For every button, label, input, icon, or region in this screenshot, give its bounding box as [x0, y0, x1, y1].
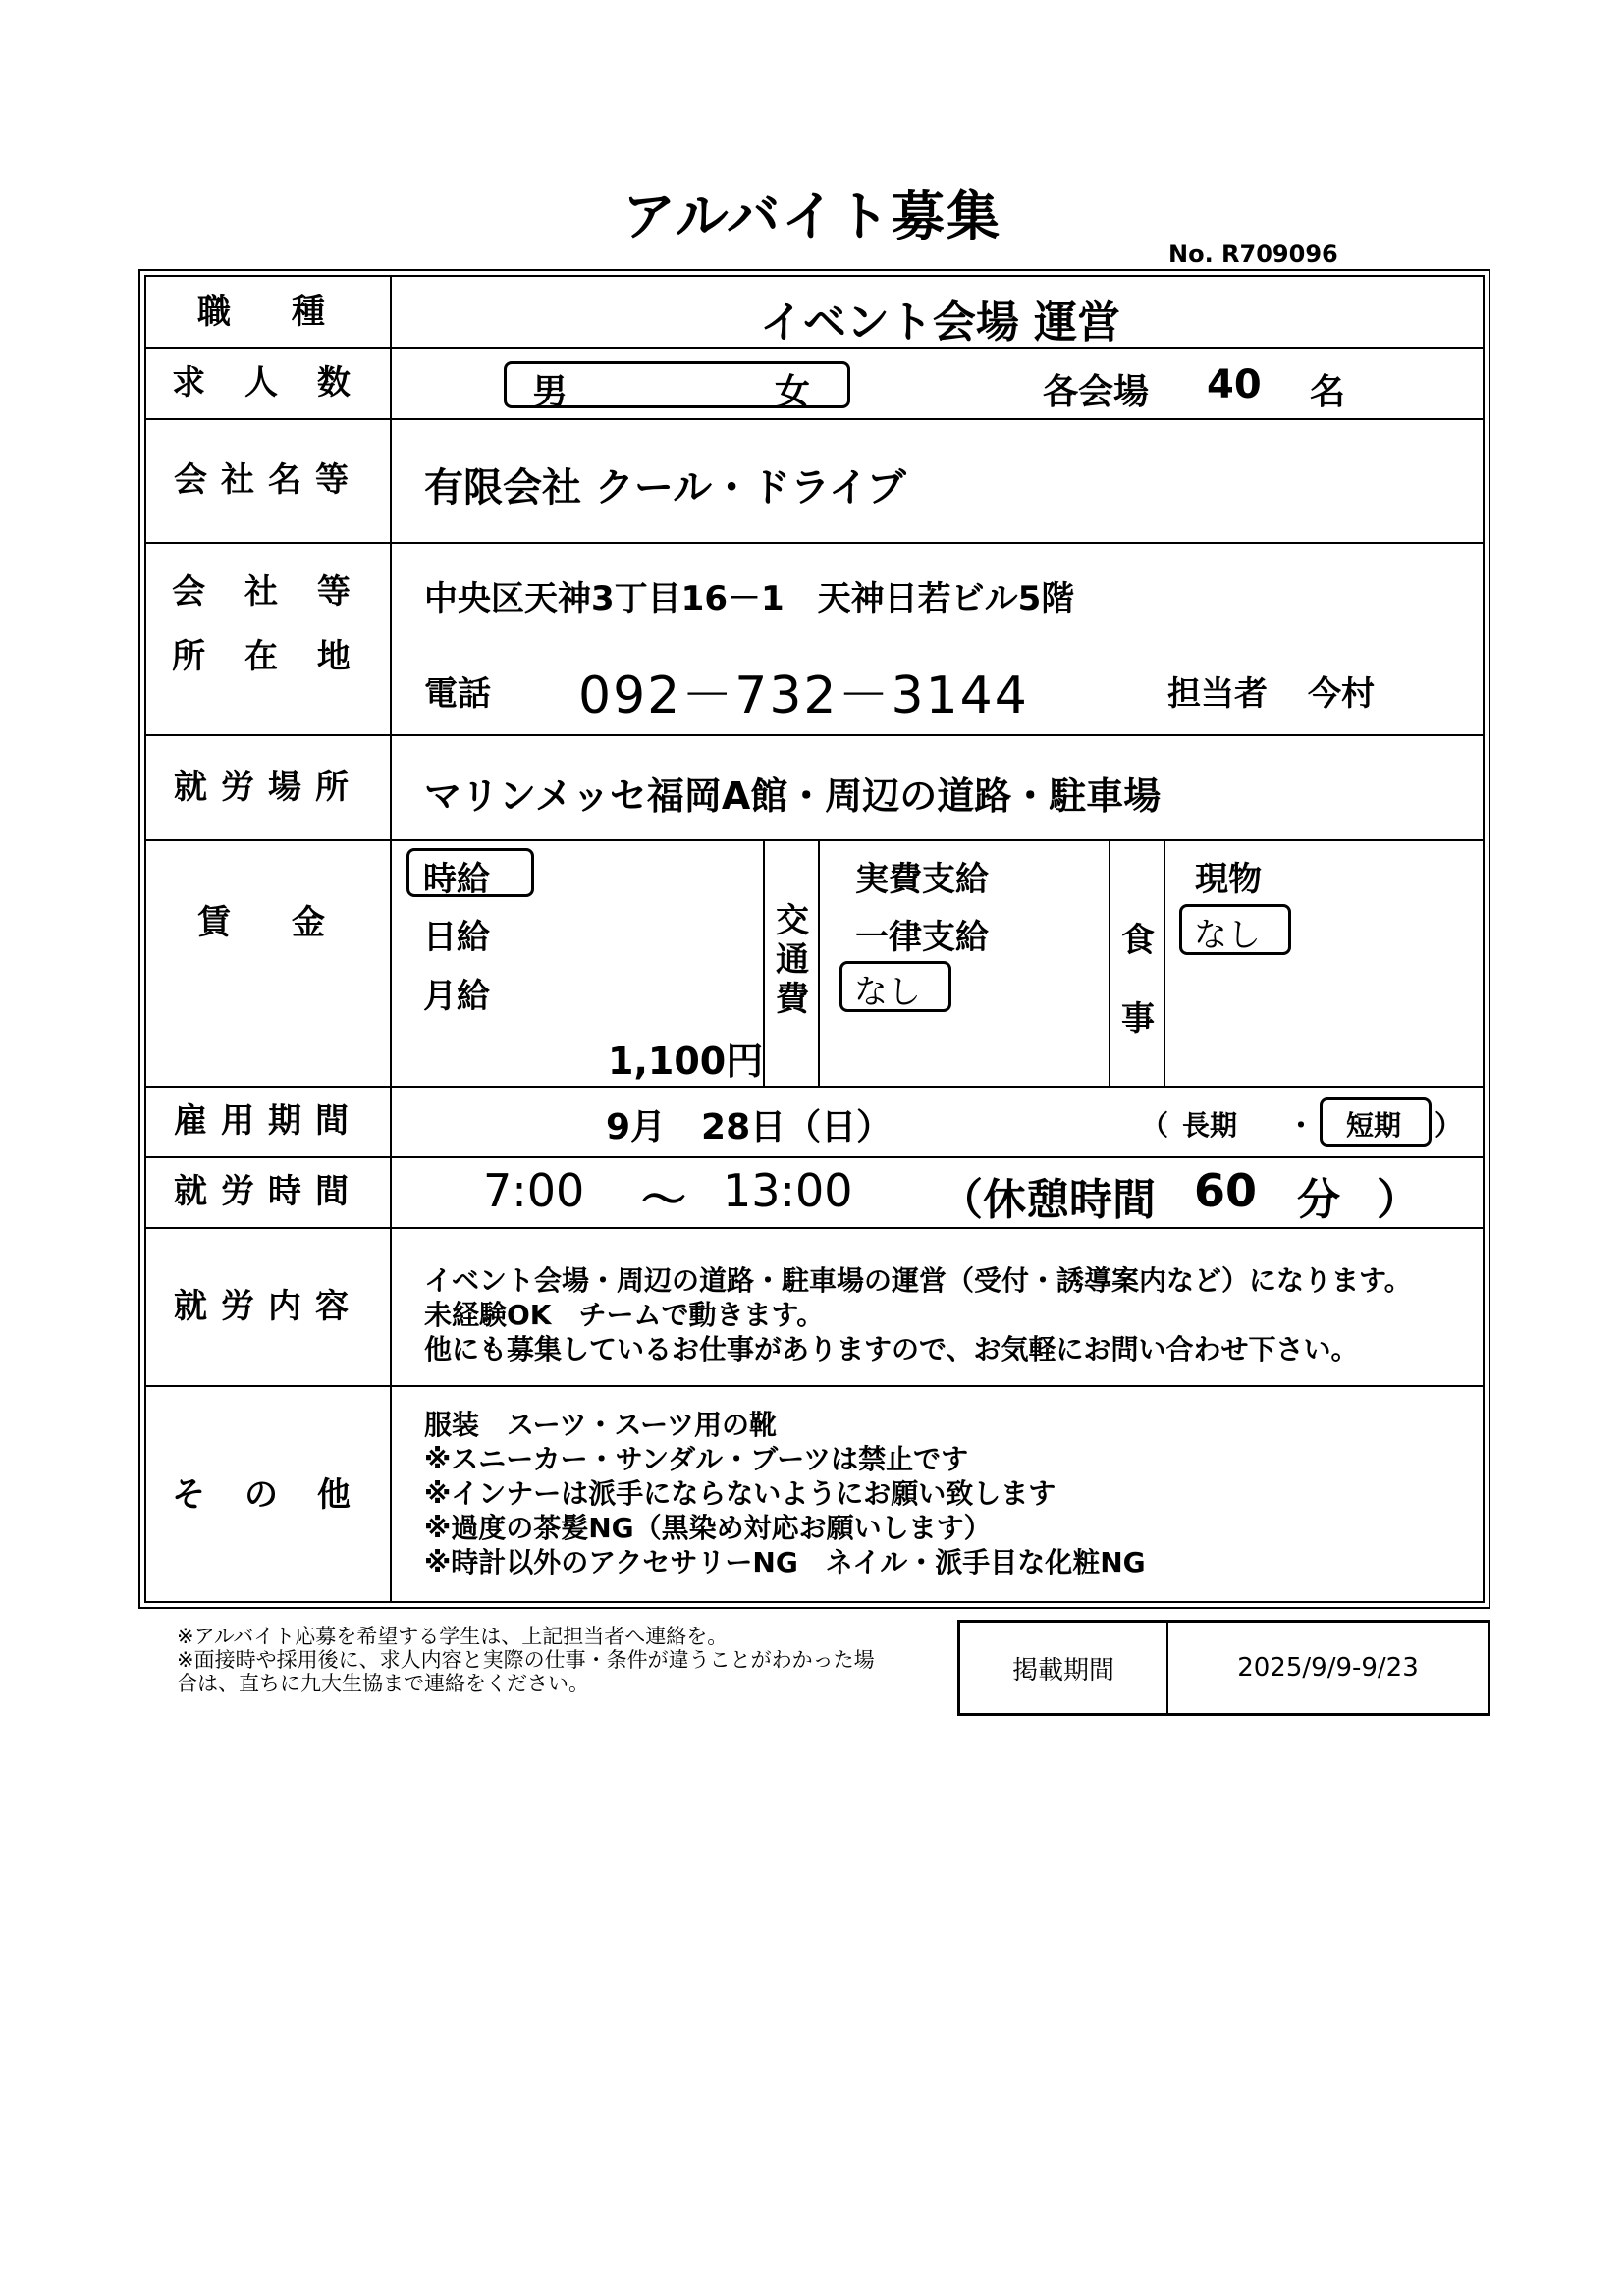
phone-number: 092－732－3144 — [578, 667, 1029, 725]
meal-in-kind: 現物 — [1195, 860, 1262, 899]
footer-note-2: ※面接時や採用後に、求人内容と実際の仕事・条件が違うことがわかった場 — [177, 1648, 875, 1672]
other-label: そ の 他 — [172, 1475, 364, 1515]
meal-label: 食 事 — [1121, 921, 1155, 1039]
other-line-2: ※スニーカー・サンダル・ブーツは禁止です — [424, 1443, 969, 1475]
work-hours-tilde: ～ — [641, 1173, 686, 1226]
footer-note-1: ※アルバイト応募を希望する学生は、上記担当者へ連絡を。 — [177, 1625, 729, 1648]
footer-note-3: 合は、直ちに九大生協まで連絡をください。 — [177, 1672, 589, 1695]
contact-label: 担当者 — [1167, 674, 1268, 714]
workplace-label: 就労場所 — [174, 767, 362, 807]
gender-male: 男 — [532, 372, 568, 412]
transport-label: 交 通 費 — [776, 901, 809, 1019]
employment-date: 9月 28日（日） — [606, 1107, 893, 1148]
break-label: （休憩時間 — [940, 1175, 1156, 1225]
period-open-paren: （ — [1141, 1109, 1169, 1142]
wage-hourly: 時給 — [423, 860, 490, 899]
headcount-label: 求 人 数 — [172, 363, 364, 402]
transport-actual-cost: 実費支給 — [855, 860, 989, 899]
period-short-term: 短期 — [1346, 1109, 1402, 1142]
work-content-line-3: 他にも募集しているお仕事がありますので、お気軽にお問い合わせ下さい。 — [424, 1333, 1359, 1365]
break-minutes: 60 — [1194, 1164, 1258, 1217]
work-content-line-1: イベント会場・周辺の道路・駐車場の運営（受付・誘導案内など）になります。 — [424, 1264, 1412, 1297]
document-number: No. R709096 — [1168, 240, 1338, 268]
address-label-line2: 所 在 地 — [172, 637, 364, 676]
headcount-unit: 名 — [1310, 372, 1346, 412]
posting-period-box — [957, 1620, 1490, 1716]
job-type-label: 職 種 — [197, 293, 339, 332]
other-line-1: 服装 スーツ・スーツ用の靴 — [424, 1409, 777, 1441]
footer-notes — [177, 1625, 952, 1695]
transport-value: なし — [854, 973, 921, 1012]
work-start-time: 7:00 — [483, 1164, 585, 1217]
period-long-term: 長期 — [1182, 1109, 1238, 1142]
work-content-line-2: 未経験OK チームで動きます。 — [424, 1299, 825, 1331]
break-unit: 分 — [1297, 1175, 1340, 1225]
other-line-4: ※過度の茶髪NG（黒染め対応お願いします） — [424, 1512, 992, 1544]
headcount-number: 40 — [1207, 362, 1262, 407]
wage-label: 賃 金 — [197, 903, 339, 942]
transport-flat-rate: 一律支給 — [855, 918, 989, 957]
other-line-3: ※インナーは派手にならないようにお願い致します — [424, 1477, 1056, 1510]
form-grid — [144, 275, 1485, 1603]
contact-name: 今村 — [1308, 674, 1375, 714]
company-address: 中央区天神3丁目16－1 天神日若ビル5階 — [424, 579, 1075, 618]
period-close-paren: ） — [1435, 1109, 1463, 1142]
work-end-time: 13:00 — [723, 1164, 853, 1217]
job-type-value: イベント会場 運営 — [759, 297, 1121, 347]
job-posting-form — [138, 269, 1490, 1609]
posting-period-value: 2025/9/9-9/23 — [1237, 1653, 1419, 1682]
address-label-line1: 会 社 等 — [172, 572, 364, 612]
employment-period-label: 雇用期間 — [174, 1101, 362, 1141]
per-venue-label: 各会場 — [1043, 372, 1150, 412]
wage-daily: 日給 — [423, 918, 490, 957]
workplace-value: マリンメッセ福岡A館・周辺の道路・駐車場 — [424, 774, 1162, 818]
phone-label: 電話 — [424, 674, 491, 714]
company-label: 会社名等 — [174, 460, 362, 500]
period-dot: ・ — [1287, 1109, 1316, 1142]
work-content-label: 就労内容 — [174, 1286, 362, 1326]
wage-monthly: 月給 — [423, 977, 490, 1016]
page-title: アルバイト募集 — [622, 186, 1002, 247]
company-name: 有限会社 クール・ドライブ — [424, 465, 906, 510]
work-hours-label: 就労時間 — [174, 1172, 362, 1211]
wage-amount: 1,100円 — [608, 1040, 764, 1083]
meal-value: なし — [1194, 916, 1261, 955]
other-line-5: ※時計以外のアクセサリーNG ネイル・派手目な化粧NG — [424, 1546, 1146, 1578]
posting-period-label: 掲載期間 — [960, 1623, 1168, 1713]
break-close-paren: ） — [1377, 1175, 1420, 1225]
gender-female: 女 — [775, 372, 811, 412]
